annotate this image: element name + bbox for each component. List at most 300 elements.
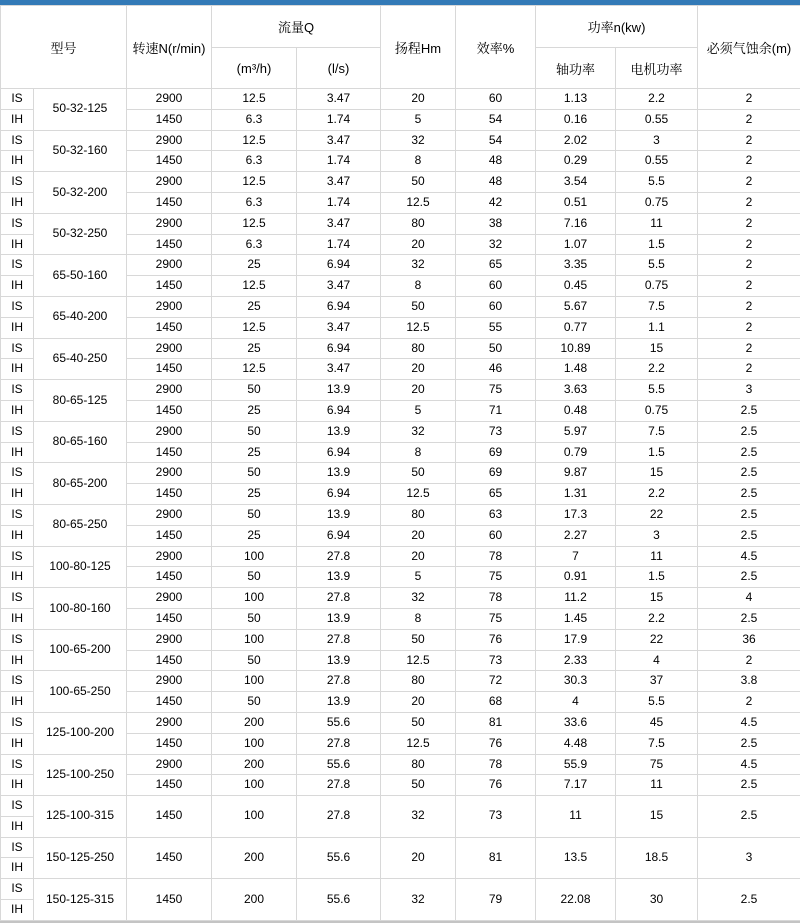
cell-flow-ls: 6.94 [297, 484, 381, 505]
cell-motor-power: 5.5 [616, 172, 698, 193]
cell-efficiency: 73 [456, 421, 536, 442]
cell-shaft-power: 11.2 [536, 588, 616, 609]
cell-speed: 2900 [127, 130, 212, 151]
cell-flow-m3h: 100 [212, 588, 297, 609]
cell-flow-ls: 13.9 [297, 380, 381, 401]
series-label-cell: IS [1, 421, 34, 442]
cell-flow-ls: 27.8 [297, 733, 381, 754]
cell-flow-ls: 55.6 [297, 754, 381, 775]
cell-flow-ls: 1.74 [297, 151, 381, 172]
cell-npsh: 2 [698, 359, 800, 380]
cell-efficiency: 54 [456, 109, 536, 130]
cell-flow-ls: 6.94 [297, 338, 381, 359]
cell-head: 32 [381, 588, 456, 609]
header-flow: 流量Q [212, 6, 381, 48]
cell-head: 80 [381, 754, 456, 775]
cell-npsh: 2.5 [698, 525, 800, 546]
cell-shaft-power: 4.48 [536, 733, 616, 754]
cell-shaft-power: 0.77 [536, 317, 616, 338]
cell-head: 20 [381, 525, 456, 546]
cell-shaft-power: 3.54 [536, 172, 616, 193]
cell-flow-ls: 13.9 [297, 608, 381, 629]
cell-npsh: 2 [698, 234, 800, 255]
table-row [1, 463, 800, 484]
cell-npsh: 4.5 [698, 754, 800, 775]
cell-shaft-power: 1.48 [536, 359, 616, 380]
cell-efficiency: 60 [456, 276, 536, 297]
cell-head: 8 [381, 442, 456, 463]
series-label-cell: IH [1, 816, 34, 837]
cell-shaft-power: 0.91 [536, 567, 616, 588]
cell-speed: 1450 [127, 442, 212, 463]
cell-npsh: 2 [698, 296, 800, 317]
cell-efficiency: 81 [456, 712, 536, 733]
cell-head: 32 [381, 255, 456, 276]
cell-efficiency: 50 [456, 338, 536, 359]
cell-motor-power: 7.5 [616, 421, 698, 442]
cell-flow-m3h: 50 [212, 650, 297, 671]
cell-flow-m3h: 50 [212, 504, 297, 525]
cell-head: 5 [381, 400, 456, 421]
cell-flow-ls: 3.47 [297, 317, 381, 338]
cell-flow-ls: 6.94 [297, 400, 381, 421]
cell-flow-m3h: 50 [212, 692, 297, 713]
model-cell: 125-100-315 [34, 796, 127, 838]
cell-flow-m3h: 25 [212, 255, 297, 276]
cell-flow-ls: 3.47 [297, 213, 381, 234]
cell-motor-power: 22 [616, 504, 698, 525]
cell-npsh: 2.5 [698, 442, 800, 463]
table-row [1, 796, 800, 817]
cell-efficiency: 69 [456, 463, 536, 484]
cell-efficiency: 42 [456, 192, 536, 213]
cell-flow-ls: 27.8 [297, 671, 381, 692]
cell-npsh: 4.5 [698, 712, 800, 733]
table-body [1, 89, 800, 921]
cell-flow-m3h: 100 [212, 629, 297, 650]
cell-speed: 2900 [127, 338, 212, 359]
cell-motor-power: 5.5 [616, 255, 698, 276]
cell-shaft-power: 1.31 [536, 484, 616, 505]
cell-shaft-power: 1.45 [536, 608, 616, 629]
series-label-cell: IH [1, 400, 34, 421]
cell-flow-ls: 13.9 [297, 567, 381, 588]
model-cell: 80-65-250 [34, 504, 127, 546]
cell-speed: 1450 [127, 359, 212, 380]
cell-efficiency: 48 [456, 172, 536, 193]
cell-shaft-power: 0.45 [536, 276, 616, 297]
cell-efficiency: 60 [456, 89, 536, 110]
cell-shaft-power: 0.51 [536, 192, 616, 213]
cell-npsh: 36 [698, 629, 800, 650]
cell-shaft-power: 17.3 [536, 504, 616, 525]
cell-npsh: 2 [698, 276, 800, 297]
series-label-cell: IS [1, 89, 34, 110]
cell-motor-power: 7.5 [616, 296, 698, 317]
cell-shaft-power: 3.63 [536, 380, 616, 401]
series-label-cell: IS [1, 712, 34, 733]
cell-head: 20 [381, 380, 456, 401]
cell-flow-ls: 6.94 [297, 296, 381, 317]
table-row [1, 671, 800, 692]
cell-head: 20 [381, 837, 456, 879]
cell-head: 20 [381, 359, 456, 380]
cell-flow-ls: 6.94 [297, 255, 381, 276]
cell-flow-m3h: 100 [212, 671, 297, 692]
cell-flow-ls: 27.8 [297, 796, 381, 838]
cell-npsh: 2 [698, 692, 800, 713]
header-motor-power: 电机功率 [616, 48, 698, 89]
series-label-cell: IH [1, 234, 34, 255]
cell-flow-m3h: 50 [212, 380, 297, 401]
cell-flow-m3h: 6.3 [212, 192, 297, 213]
cell-motor-power: 1.1 [616, 317, 698, 338]
cell-motor-power: 2.2 [616, 608, 698, 629]
cell-speed: 2900 [127, 504, 212, 525]
cell-efficiency: 79 [456, 879, 536, 921]
cell-shaft-power: 0.29 [536, 151, 616, 172]
cell-motor-power: 1.5 [616, 234, 698, 255]
cell-efficiency: 75 [456, 567, 536, 588]
series-label-cell: IS [1, 296, 34, 317]
cell-motor-power: 7.5 [616, 733, 698, 754]
header-npsh: 必须气蚀余(m) [698, 6, 800, 89]
cell-flow-m3h: 200 [212, 712, 297, 733]
cell-shaft-power: 17.9 [536, 629, 616, 650]
cell-flow-m3h: 100 [212, 546, 297, 567]
cell-speed: 2900 [127, 463, 212, 484]
cell-shaft-power: 5.97 [536, 421, 616, 442]
cell-flow-ls: 27.8 [297, 546, 381, 567]
model-cell: 80-65-160 [34, 421, 127, 463]
cell-efficiency: 63 [456, 504, 536, 525]
cell-flow-m3h: 50 [212, 421, 297, 442]
table-row [1, 837, 800, 858]
cell-motor-power: 4 [616, 650, 698, 671]
cell-flow-ls: 13.9 [297, 650, 381, 671]
model-cell: 50-32-250 [34, 213, 127, 255]
series-label-cell: IS [1, 546, 34, 567]
cell-speed: 2900 [127, 380, 212, 401]
cell-speed: 1450 [127, 192, 212, 213]
cell-head: 12.5 [381, 484, 456, 505]
table-row [1, 504, 800, 525]
cell-motor-power: 75 [616, 754, 698, 775]
cell-speed: 1450 [127, 733, 212, 754]
cell-flow-m3h: 25 [212, 442, 297, 463]
cell-flow-m3h: 50 [212, 463, 297, 484]
cell-speed: 2900 [127, 296, 212, 317]
cell-npsh: 2 [698, 317, 800, 338]
cell-flow-ls: 27.8 [297, 588, 381, 609]
cell-shaft-power: 7.17 [536, 775, 616, 796]
cell-speed: 2900 [127, 213, 212, 234]
cell-shaft-power: 5.67 [536, 296, 616, 317]
cell-flow-m3h: 25 [212, 484, 297, 505]
cell-motor-power: 0.75 [616, 192, 698, 213]
cell-head: 12.5 [381, 317, 456, 338]
cell-npsh: 4 [698, 588, 800, 609]
cell-npsh: 2 [698, 338, 800, 359]
cell-npsh: 2.5 [698, 504, 800, 525]
cell-shaft-power: 2.33 [536, 650, 616, 671]
cell-head: 50 [381, 463, 456, 484]
model-cell: 50-32-200 [34, 172, 127, 214]
series-label-cell: IH [1, 109, 34, 130]
cell-motor-power: 2.2 [616, 89, 698, 110]
cell-speed: 1450 [127, 276, 212, 297]
cell-flow-m3h: 200 [212, 754, 297, 775]
cell-npsh: 2.5 [698, 775, 800, 796]
cell-flow-m3h: 25 [212, 338, 297, 359]
series-label-cell: IS [1, 796, 34, 817]
series-label-cell: IS [1, 255, 34, 276]
cell-speed: 1450 [127, 151, 212, 172]
cell-head: 50 [381, 712, 456, 733]
cell-flow-ls: 55.6 [297, 837, 381, 879]
model-cell: 125-100-200 [34, 712, 127, 754]
cell-efficiency: 72 [456, 671, 536, 692]
table-row [1, 754, 800, 775]
header-flow-m3h: (m³/h) [212, 48, 297, 89]
series-label-cell: IS [1, 338, 34, 359]
model-cell: 80-65-200 [34, 463, 127, 505]
series-label-cell: IH [1, 900, 34, 921]
cell-flow-ls: 1.74 [297, 109, 381, 130]
cell-flow-m3h: 50 [212, 567, 297, 588]
cell-speed: 1450 [127, 692, 212, 713]
cell-flow-m3h: 12.5 [212, 172, 297, 193]
cell-head: 32 [381, 421, 456, 442]
series-label-cell: IH [1, 442, 34, 463]
cell-npsh: 2.5 [698, 879, 800, 921]
header-model: 型号 [1, 6, 127, 89]
cell-flow-ls: 13.9 [297, 692, 381, 713]
model-cell: 50-32-160 [34, 130, 127, 172]
cell-efficiency: 54 [456, 130, 536, 151]
series-label-cell: IH [1, 733, 34, 754]
cell-flow-ls: 3.47 [297, 359, 381, 380]
cell-flow-m3h: 12.5 [212, 359, 297, 380]
model-cell: 65-40-200 [34, 296, 127, 338]
cell-flow-m3h: 12.5 [212, 276, 297, 297]
cell-speed: 2900 [127, 671, 212, 692]
cell-flow-ls: 3.47 [297, 89, 381, 110]
cell-head: 20 [381, 692, 456, 713]
cell-flow-m3h: 200 [212, 837, 297, 879]
cell-head: 20 [381, 234, 456, 255]
cell-efficiency: 76 [456, 733, 536, 754]
series-label-cell: IS [1, 172, 34, 193]
cell-efficiency: 78 [456, 588, 536, 609]
cell-flow-ls: 13.9 [297, 421, 381, 442]
cell-speed: 2900 [127, 712, 212, 733]
cell-head: 12.5 [381, 733, 456, 754]
series-label-cell: IS [1, 213, 34, 234]
cell-efficiency: 75 [456, 608, 536, 629]
header-efficiency: 效率% [456, 6, 536, 89]
cell-shaft-power: 55.9 [536, 754, 616, 775]
cell-flow-ls: 55.6 [297, 712, 381, 733]
cell-npsh: 2.5 [698, 608, 800, 629]
cell-flow-ls: 6.94 [297, 442, 381, 463]
cell-speed: 1450 [127, 650, 212, 671]
cell-motor-power: 22 [616, 629, 698, 650]
series-label-cell: IH [1, 692, 34, 713]
cell-flow-m3h: 100 [212, 775, 297, 796]
cell-npsh: 2.5 [698, 567, 800, 588]
cell-flow-ls: 55.6 [297, 879, 381, 921]
cell-flow-m3h: 12.5 [212, 89, 297, 110]
series-label-cell: IS [1, 671, 34, 692]
series-label-cell: IS [1, 380, 34, 401]
cell-motor-power: 15 [616, 338, 698, 359]
cell-head: 12.5 [381, 192, 456, 213]
cell-shaft-power: 33.6 [536, 712, 616, 733]
series-label-cell: IS [1, 130, 34, 151]
cell-head: 50 [381, 629, 456, 650]
cell-npsh: 2 [698, 650, 800, 671]
cell-shaft-power: 13.5 [536, 837, 616, 879]
cell-efficiency: 32 [456, 234, 536, 255]
cell-efficiency: 55 [456, 317, 536, 338]
cell-speed: 2900 [127, 421, 212, 442]
model-cell: 150-125-250 [34, 837, 127, 879]
table-row [1, 338, 800, 359]
cell-speed: 2900 [127, 588, 212, 609]
cell-shaft-power: 0.16 [536, 109, 616, 130]
cell-flow-ls: 27.8 [297, 775, 381, 796]
cell-efficiency: 75 [456, 380, 536, 401]
cell-head: 5 [381, 567, 456, 588]
table-row [1, 213, 800, 234]
series-label-cell: IS [1, 837, 34, 858]
cell-speed: 1450 [127, 879, 212, 921]
cell-flow-m3h: 100 [212, 796, 297, 838]
model-cell: 80-65-125 [34, 380, 127, 422]
cell-efficiency: 48 [456, 151, 536, 172]
cell-motor-power: 1.5 [616, 442, 698, 463]
cell-head: 20 [381, 89, 456, 110]
cell-speed: 2900 [127, 89, 212, 110]
model-cell: 100-65-250 [34, 671, 127, 713]
series-label-cell: IH [1, 359, 34, 380]
table-row [1, 421, 800, 442]
table-row [1, 89, 800, 110]
cell-flow-m3h: 12.5 [212, 130, 297, 151]
cell-flow-m3h: 12.5 [212, 317, 297, 338]
cell-npsh: 3.8 [698, 671, 800, 692]
cell-npsh: 2 [698, 255, 800, 276]
series-label-cell: IH [1, 650, 34, 671]
cell-head: 80 [381, 338, 456, 359]
cell-npsh: 2 [698, 89, 800, 110]
cell-motor-power: 0.75 [616, 276, 698, 297]
cell-head: 20 [381, 546, 456, 567]
cell-motor-power: 30 [616, 879, 698, 921]
cell-flow-ls: 3.47 [297, 172, 381, 193]
cell-shaft-power: 1.07 [536, 234, 616, 255]
cell-motor-power: 2.2 [616, 359, 698, 380]
cell-shaft-power: 7 [536, 546, 616, 567]
cell-flow-m3h: 25 [212, 525, 297, 546]
cell-npsh: 2 [698, 172, 800, 193]
cell-efficiency: 76 [456, 629, 536, 650]
cell-head: 32 [381, 130, 456, 151]
cell-npsh: 2 [698, 151, 800, 172]
table-row [1, 296, 800, 317]
model-cell: 125-100-250 [34, 754, 127, 796]
cell-shaft-power: 3.35 [536, 255, 616, 276]
cell-shaft-power: 10.89 [536, 338, 616, 359]
model-cell: 100-80-125 [34, 546, 127, 588]
cell-motor-power: 3 [616, 130, 698, 151]
table-header [1, 6, 800, 89]
cell-motor-power: 37 [616, 671, 698, 692]
cell-speed: 1450 [127, 400, 212, 421]
series-label-cell: IS [1, 504, 34, 525]
cell-flow-ls: 13.9 [297, 504, 381, 525]
cell-head: 8 [381, 276, 456, 297]
cell-npsh: 2 [698, 109, 800, 130]
cell-speed: 1450 [127, 525, 212, 546]
cell-motor-power: 2.2 [616, 484, 698, 505]
cell-motor-power: 5.5 [616, 692, 698, 713]
cell-efficiency: 65 [456, 484, 536, 505]
cell-flow-m3h: 6.3 [212, 109, 297, 130]
header-row-1 [1, 6, 800, 48]
cell-motor-power: 18.5 [616, 837, 698, 879]
model-cell: 150-125-315 [34, 879, 127, 921]
cell-npsh: 2.5 [698, 796, 800, 838]
cell-npsh: 2 [698, 130, 800, 151]
cell-shaft-power: 22.08 [536, 879, 616, 921]
table-row [1, 172, 800, 193]
cell-flow-ls: 13.9 [297, 463, 381, 484]
table-row [1, 546, 800, 567]
series-label-cell: IS [1, 588, 34, 609]
cell-head: 80 [381, 671, 456, 692]
cell-efficiency: 68 [456, 692, 536, 713]
series-label-cell: IH [1, 525, 34, 546]
cell-motor-power: 0.55 [616, 151, 698, 172]
cell-efficiency: 60 [456, 296, 536, 317]
cell-npsh: 2 [698, 192, 800, 213]
table-row [1, 712, 800, 733]
cell-speed: 1450 [127, 567, 212, 588]
cell-head: 50 [381, 172, 456, 193]
cell-speed: 1450 [127, 317, 212, 338]
pump-spec-table [0, 5, 800, 921]
cell-speed: 1450 [127, 234, 212, 255]
cell-head: 8 [381, 608, 456, 629]
cell-speed: 2900 [127, 629, 212, 650]
series-label-cell: IH [1, 567, 34, 588]
table-row [1, 588, 800, 609]
cell-shaft-power: 4 [536, 692, 616, 713]
cell-efficiency: 78 [456, 754, 536, 775]
cell-flow-m3h: 50 [212, 608, 297, 629]
cell-efficiency: 65 [456, 255, 536, 276]
cell-shaft-power: 2.02 [536, 130, 616, 151]
cell-npsh: 2.5 [698, 421, 800, 442]
cell-motor-power: 3 [616, 525, 698, 546]
cell-npsh: 2.5 [698, 733, 800, 754]
cell-motor-power: 45 [616, 712, 698, 733]
cell-shaft-power: 0.48 [536, 400, 616, 421]
cell-flow-ls: 1.74 [297, 234, 381, 255]
cell-shaft-power: 7.16 [536, 213, 616, 234]
